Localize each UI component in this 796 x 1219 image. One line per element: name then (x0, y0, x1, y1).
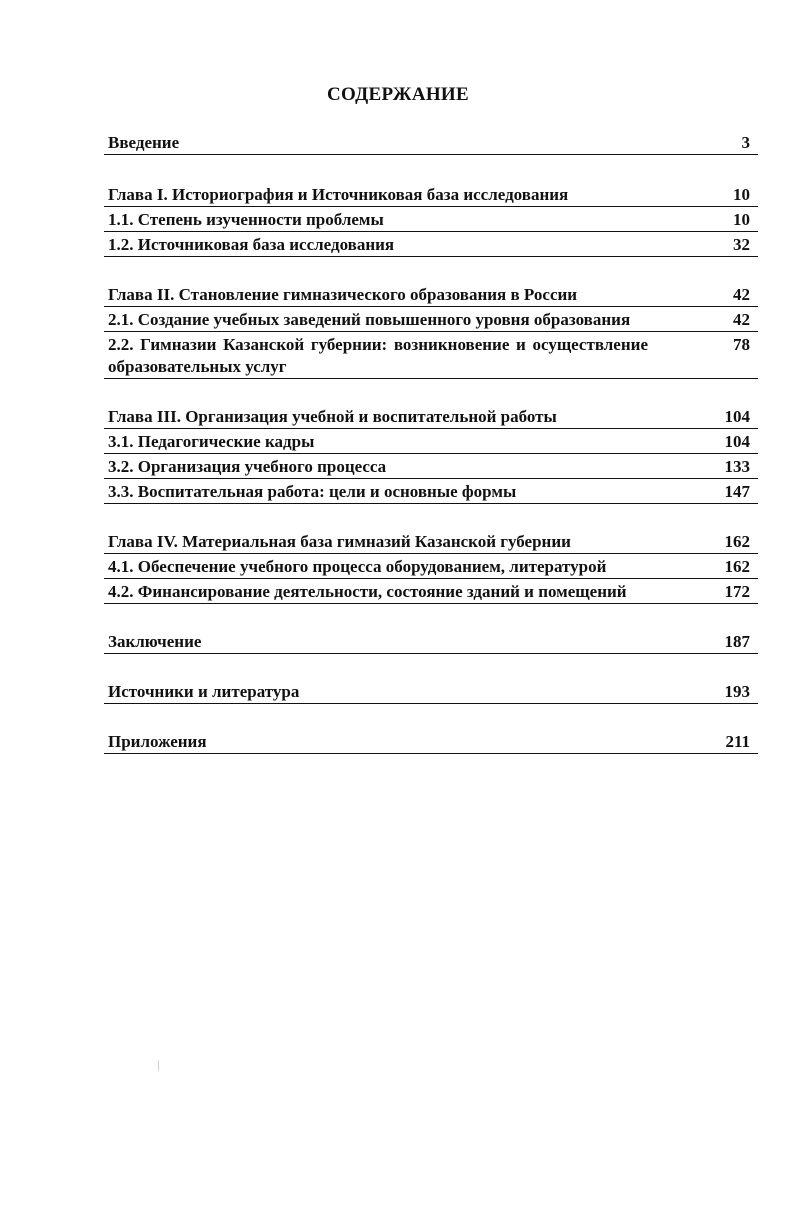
toc-label: Введение (108, 133, 180, 152)
toc-label: Глава I. Историография и Источниковая база исследования (108, 185, 569, 204)
toc-page-number: 32 (733, 235, 750, 254)
toc-entry-chapter-1[interactable] (104, 182, 758, 207)
toc-label: 3.1. Педагогические кадры (108, 432, 315, 451)
toc-label: Глава II. Становление гимназического образования в России (108, 285, 578, 304)
toc-label: Источники и литература (108, 682, 300, 701)
toc-entry-chapter-4[interactable] (104, 529, 758, 554)
toc-page-number: 10 (733, 210, 750, 229)
toc-label: Заключение (108, 632, 202, 651)
toc-entry-section-3-1[interactable] (104, 429, 758, 454)
toc-label: 1.2. Источниковая база исследования (108, 235, 395, 254)
toc-label: 2.2. Гимназии Казанской губернии: возникновение и осуществление образовательных услуг (108, 335, 648, 376)
toc-entry-section-3-3[interactable] (104, 479, 758, 504)
toc-entry-section-1-2[interactable] (104, 232, 758, 257)
toc-label: 4.1. Обеспечение учебного процесса оборудованием, литературой (108, 557, 607, 576)
toc-entry-conclusion[interactable] (104, 629, 758, 654)
toc-entry-appendix[interactable] (104, 729, 758, 754)
toc-page-number: 172 (724, 582, 750, 601)
toc-page-number: 162 (724, 532, 750, 551)
toc-label: Глава III. Организация учебной и воспитательной работы (108, 407, 557, 426)
toc-entry-section-4-1[interactable] (104, 554, 758, 579)
toc-label: Глава IV. Материальная база гимназий Казанской губернии (108, 532, 571, 551)
page-title: СОДЕРЖАНИЕ (327, 84, 469, 105)
toc-label: 3.3. Воспитательная работа: цели и основные формы (108, 482, 517, 501)
toc-entry-chapter-2[interactable] (104, 282, 758, 307)
toc-label: 2.1. Создание учебных заведений повышенного уровня образования (108, 310, 631, 329)
toc-page-number: 147 (724, 482, 750, 501)
toc-page-number: 187 (724, 632, 750, 651)
toc-page-number: 42 (733, 310, 750, 329)
toc-page-number: 42 (733, 285, 750, 304)
toc-page-number: 10 (733, 185, 750, 204)
toc-page-number: 3 (741, 133, 750, 152)
toc-entry-section-1-1[interactable] (104, 207, 758, 232)
toc-entry-section-3-2[interactable] (104, 454, 758, 479)
toc-label: 1.1. Степень изученности проблемы (108, 210, 384, 229)
toc-entry-section-2-2[interactable] (104, 332, 758, 379)
toc-label: 4.2. Финансирование деятельности, состояние зданий и помещений (108, 582, 627, 601)
toc-page-number: 133 (724, 457, 750, 476)
toc-entry-section-4-2[interactable] (104, 579, 758, 604)
toc-page-number: 211 (725, 732, 750, 751)
toc-page-number: 193 (724, 682, 750, 701)
toc-label: Приложения (108, 732, 207, 751)
toc-entry-section-2-1[interactable] (104, 307, 758, 332)
toc-page-number: 78 (733, 335, 750, 354)
toc-entry-chapter-3[interactable] (104, 404, 758, 429)
scan-artifact (158, 1061, 159, 1071)
toc-page-number: 104 (724, 432, 750, 451)
toc-page-number: 162 (724, 557, 750, 576)
table-of-contents (104, 130, 758, 754)
toc-page-number: 104 (724, 407, 750, 426)
toc-entry-sources[interactable] (104, 679, 758, 704)
toc-entry-intro[interactable] (104, 130, 758, 155)
toc-label: 3.2. Организация учебного процесса (108, 457, 387, 476)
